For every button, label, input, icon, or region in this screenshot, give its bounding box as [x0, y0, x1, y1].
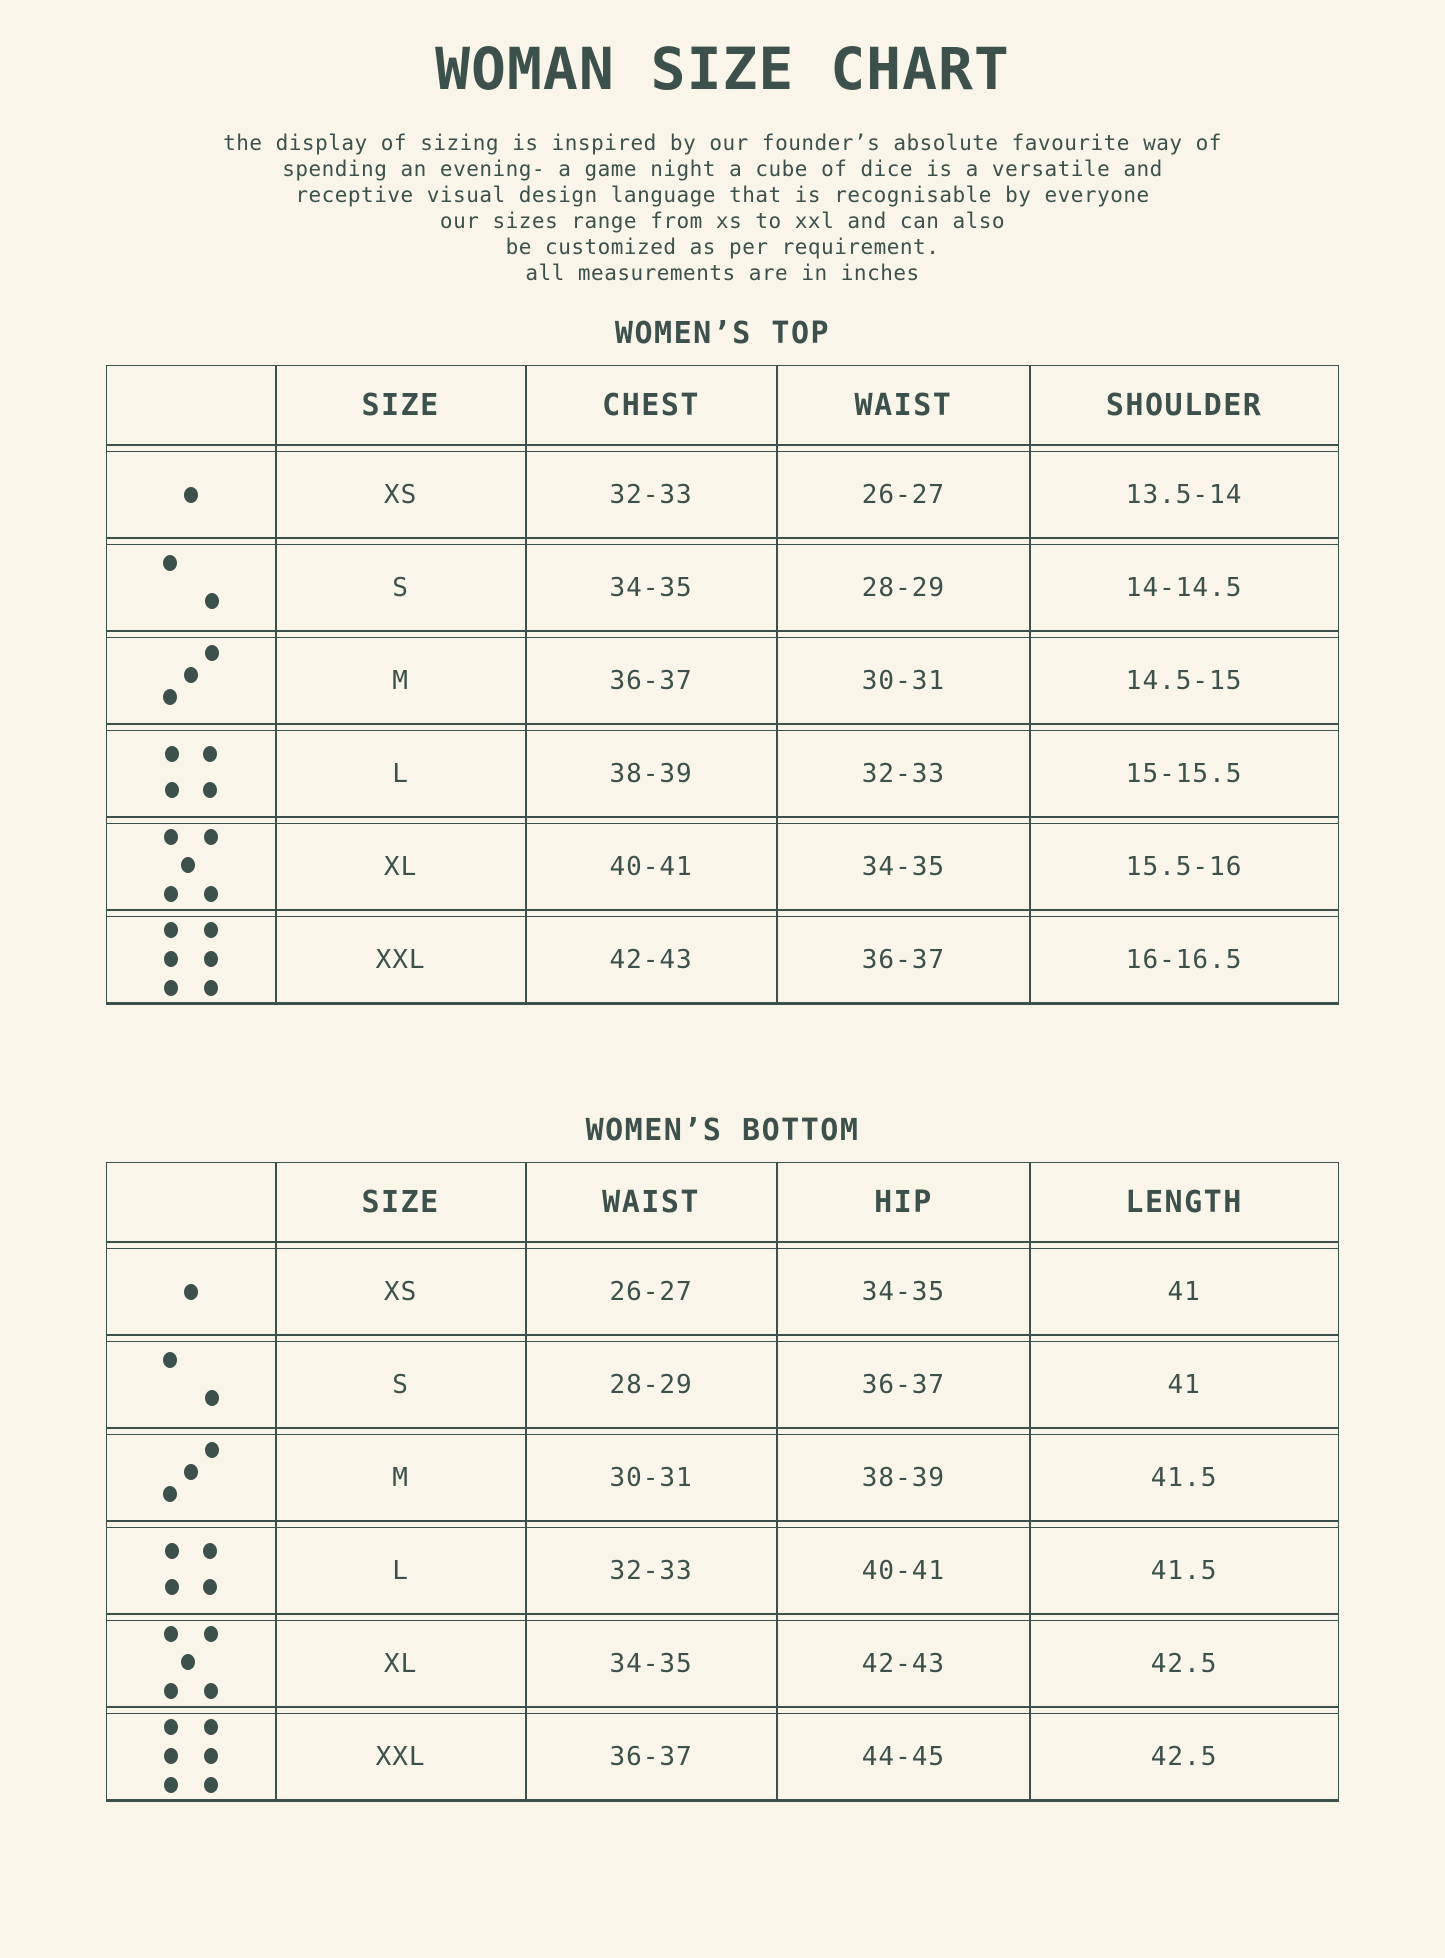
table-row-xxl	[107, 916, 1338, 1004]
dice-pip	[205, 1390, 219, 1406]
women-bottom-title: WOMEN’S BOTTOM	[585, 1113, 860, 1148]
column-header: WAIST	[602, 1184, 700, 1220]
column-divider	[525, 366, 527, 1004]
size-cell: L	[392, 1555, 409, 1586]
intro-text	[0, 130, 1445, 286]
column-header: HIP	[874, 1184, 933, 1220]
dice-3-icon	[159, 1440, 223, 1516]
value-cell: 32-33	[609, 479, 693, 510]
dice-pip	[164, 922, 178, 938]
dice-2-icon	[159, 550, 223, 626]
value-cell: 38-39	[861, 1462, 946, 1493]
size-cell: M	[392, 665, 409, 696]
table-row-l	[107, 1527, 1338, 1615]
dice-pip	[165, 1579, 179, 1595]
value-cell: 30-31	[609, 1462, 693, 1493]
value-cell: 42.5	[1150, 1741, 1218, 1772]
value-cell: 26-27	[609, 1276, 693, 1307]
value-cell: 30-31	[861, 665, 946, 696]
dice-pip	[181, 1654, 195, 1670]
value-cell: 15-15.5	[1125, 758, 1243, 789]
value-cell: 40-41	[609, 851, 693, 882]
intro-line: all measurements are in inches	[525, 261, 920, 285]
value-cell: 14-14.5	[1125, 572, 1243, 603]
dice-pip	[203, 1579, 217, 1595]
column-divider	[1029, 1163, 1031, 1801]
dice-pip	[205, 593, 219, 609]
dice-pip	[184, 1284, 198, 1300]
value-cell: 13.5-14	[1125, 479, 1243, 510]
column-divider	[525, 1163, 527, 1801]
table-row-m	[107, 637, 1338, 725]
dice-1-icon	[159, 457, 223, 533]
dice-pip	[165, 1543, 179, 1559]
dice-cell	[107, 1528, 276, 1613]
value-cell: 34-35	[609, 572, 693, 603]
value-cell: 40-41	[861, 1555, 946, 1586]
value-cell: 41	[1167, 1369, 1201, 1400]
dice-cell	[107, 917, 276, 1002]
dice-pip	[184, 667, 198, 683]
dice-pip	[205, 1442, 219, 1458]
value-cell: 34-35	[861, 851, 946, 882]
dice-5-icon	[159, 1626, 223, 1702]
dice-pip	[164, 980, 178, 996]
value-cell: 36-37	[861, 944, 946, 975]
dice-cell	[107, 1714, 276, 1799]
intro-line: receptive visual design language that is recognisable by everyone	[295, 183, 1150, 207]
dice-pip	[205, 645, 219, 661]
value-cell: 36-37	[861, 1369, 946, 1400]
dice-pip	[204, 829, 218, 845]
value-cell: 41.5	[1150, 1462, 1218, 1493]
dice-pip	[163, 1486, 177, 1502]
dice-cell	[107, 1435, 276, 1520]
header-row	[107, 366, 1338, 446]
column-divider	[776, 1163, 778, 1801]
size-cell: S	[392, 1369, 409, 1400]
column-header: SIZE	[361, 1184, 440, 1220]
dice-2-icon	[159, 1347, 223, 1423]
value-cell: 44-45	[861, 1741, 946, 1772]
size-cell: S	[392, 572, 409, 603]
dice-pip	[203, 746, 217, 762]
table-row-s	[107, 544, 1338, 632]
size-cell: XXL	[375, 1741, 426, 1772]
dice-cell	[107, 1342, 276, 1427]
dice-1-icon	[159, 1254, 223, 1330]
women-top-title: WOMEN’S TOP	[614, 316, 831, 351]
value-cell: 41	[1167, 1276, 1201, 1307]
value-cell: 42-43	[609, 944, 693, 975]
dice-pip	[164, 1683, 178, 1699]
dice-cell	[107, 824, 276, 909]
dice-pip	[165, 746, 179, 762]
dice-pip	[165, 782, 179, 798]
dice-pip	[163, 555, 177, 571]
value-cell: 36-37	[609, 1741, 693, 1772]
dice-pip	[204, 1719, 218, 1735]
dice-pip	[163, 1352, 177, 1368]
column-header: CHEST	[602, 387, 700, 423]
table-row-s	[107, 1341, 1338, 1429]
table-row-m	[107, 1434, 1338, 1522]
value-cell: 32-33	[861, 758, 946, 789]
table-row-xl	[107, 823, 1338, 911]
dice-pip	[204, 1683, 218, 1699]
dice-pip	[203, 1543, 217, 1559]
dice-pip	[184, 1464, 198, 1480]
size-cell: M	[392, 1462, 409, 1493]
dice-5-icon	[159, 829, 223, 905]
value-cell: 38-39	[609, 758, 693, 789]
size-cell: XXL	[375, 944, 426, 975]
size-cell: XL	[383, 1648, 418, 1679]
corner-cell	[107, 366, 276, 444]
intro-line: spending an evening- a game night a cube of dice is a versatile and	[282, 157, 1163, 181]
dice-pip	[164, 951, 178, 967]
dice-pip	[204, 922, 218, 938]
dice-pip	[204, 886, 218, 902]
corner-cell	[107, 1163, 276, 1241]
dice-pip	[204, 1748, 218, 1764]
column-header: LENGTH	[1125, 1184, 1243, 1220]
dice-cell	[107, 1621, 276, 1706]
column-header: SIZE	[361, 387, 440, 423]
table-row-xs	[107, 1248, 1338, 1336]
column-divider	[1029, 366, 1031, 1004]
dice-6-icon	[159, 1719, 223, 1795]
dice-pip	[163, 689, 177, 705]
size-cell: XL	[383, 851, 418, 882]
dice-pip	[184, 487, 198, 503]
value-cell: 14.5-15	[1125, 665, 1243, 696]
dice-cell	[107, 452, 276, 537]
value-cell: 41.5	[1150, 1555, 1218, 1586]
dice-3-icon	[159, 643, 223, 719]
value-cell: 32-33	[609, 1555, 693, 1586]
dice-cell	[107, 545, 276, 630]
table-row-l	[107, 730, 1338, 818]
intro-line: be customized as per requirement.	[505, 235, 940, 259]
header-row	[107, 1163, 1338, 1243]
table-row-xl	[107, 1620, 1338, 1708]
size-cell: L	[392, 758, 409, 789]
dice-pip	[164, 1748, 178, 1764]
dice-cell	[107, 731, 276, 816]
value-cell: 42-43	[861, 1648, 946, 1679]
dice-cell	[107, 1249, 276, 1334]
value-cell: 16-16.5	[1125, 944, 1243, 975]
column-header: SHOULDER	[1105, 387, 1263, 423]
women-top-table	[106, 365, 1339, 1005]
intro-line: our sizes range from xs to xxl and can also	[439, 209, 1006, 233]
page-title: WOMAN SIZE CHART	[435, 35, 1010, 103]
column-divider	[275, 366, 277, 1004]
dice-pip	[164, 1626, 178, 1642]
value-cell: 42.5	[1150, 1648, 1218, 1679]
dice-pip	[181, 857, 195, 873]
dice-pip	[204, 1777, 218, 1793]
value-cell: 26-27	[861, 479, 946, 510]
intro-line: the display of sizing is inspired by our founder’s absolute favourite way of	[223, 131, 1222, 155]
dice-pip	[203, 782, 217, 798]
value-cell: 36-37	[609, 665, 693, 696]
dice-4-icon	[159, 1533, 223, 1609]
column-divider	[275, 1163, 277, 1801]
column-divider	[776, 366, 778, 1004]
table-row-xxl	[107, 1713, 1338, 1801]
dice-pip	[204, 1626, 218, 1642]
size-cell: XS	[383, 479, 418, 510]
dice-cell	[107, 638, 276, 723]
dice-pip	[204, 951, 218, 967]
column-header: WAIST	[854, 387, 953, 423]
dice-6-icon	[159, 922, 223, 998]
size-cell: XS	[383, 1276, 418, 1307]
value-cell: 15.5-16	[1125, 851, 1243, 882]
dice-pip	[204, 980, 218, 996]
dice-pip	[164, 829, 178, 845]
table-row-xs	[107, 451, 1338, 539]
dice-pip	[164, 1719, 178, 1735]
dice-4-icon	[159, 736, 223, 812]
value-cell: 34-35	[609, 1648, 693, 1679]
value-cell: 28-29	[609, 1369, 693, 1400]
women-bottom-table	[106, 1162, 1339, 1802]
value-cell: 28-29	[861, 572, 946, 603]
value-cell: 34-35	[861, 1276, 946, 1307]
dice-pip	[164, 1777, 178, 1793]
dice-pip	[164, 886, 178, 902]
